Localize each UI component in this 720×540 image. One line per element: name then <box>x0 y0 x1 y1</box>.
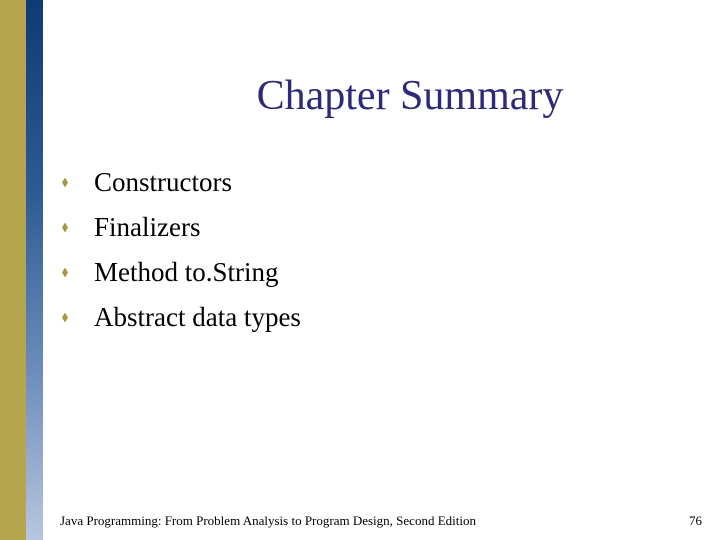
bullet-item <box>62 160 301 205</box>
bullet-text: Finalizers <box>94 212 201 242</box>
diamond-bullet-icon <box>62 178 68 188</box>
footer-text: Java Programming: From Problem Analysis to Program Design, Second Edition <box>60 513 476 528</box>
bullet-text: Method to.String <box>94 257 279 287</box>
left-gradient-strip <box>26 0 43 540</box>
bullet-text: Constructors <box>94 167 232 197</box>
left-decorative-band <box>0 0 26 540</box>
diamond-bullet-icon <box>62 268 68 278</box>
bullet-text: Abstract data types <box>94 302 301 332</box>
page-number: 76 <box>689 513 702 528</box>
diamond-bullet-icon <box>62 223 68 233</box>
bullet-item <box>62 250 301 295</box>
bullet-item <box>62 295 301 340</box>
slide-title: Chapter Summary <box>256 73 564 119</box>
bullet-item <box>62 205 301 250</box>
bullet-list <box>62 160 301 340</box>
diamond-bullet-icon <box>62 313 68 323</box>
